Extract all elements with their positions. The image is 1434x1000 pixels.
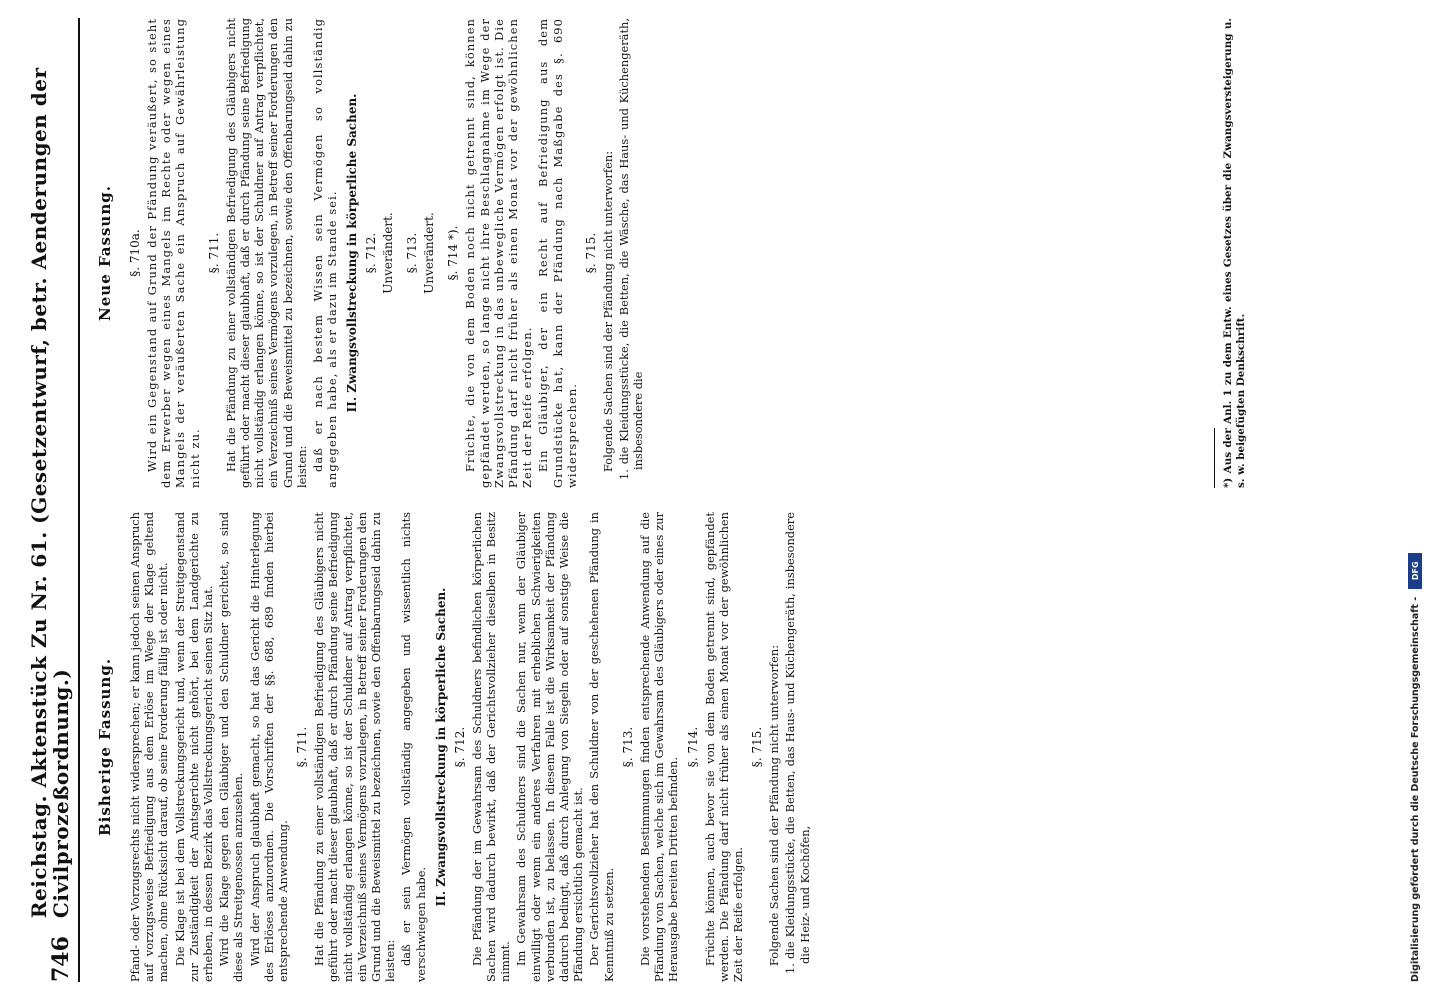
left-section-number-712: §. 712. [452,726,467,768]
left-section-number-711: §. 711. [295,726,310,768]
right-section-number-711: §. 711. [206,232,221,274]
left-section-712-paragraph: Die Pfändung der im Gewahrsam des Schuldners befindlichen körperlichen Sachen wird dadurch bewirkt, daß der Gerichtsvollzieher dieselben in Besitz nimmt. [469,512,513,982]
document-page [27,18,1400,982]
right-section-715-list-item: 1. die Kleidungsstücke, die Betten, die Wäsche, das Haus- und Küchengeräth, insbesondere die [617,18,646,480]
left-paragraph: Wird die Klage gegen den Gläubiger und den Schuldner gerichtet, so sind diese als Streitgenossen anzusehen. [217,512,246,982]
right-section-number-714: §. 714 *). [446,225,461,281]
right-section-711-oath: daß er nach bestem Wissen sein Vermögen so vollständig angegeben habe, als er dazu im Stande sei. [311,18,340,488]
right-section-714-paragraph: Ein Gläubiger, der ein Recht auf Befriedigung aus dem Grundstücke hat, kann der Pfändung nach Maßgabe des §. 690 widersprechen. [536,18,579,488]
left-opening-paragraph: Pfand- oder Vorzugsrechts nicht widersprechen; er kann jedoch seinen Anspruch auf vorzugsweise Befriedigung aus dem Erlöse im Wege der Klage geltend machen, ohne Rücksicht darauf, ob seine Forderung fällig ist oder nicht. [128,512,171,982]
footnote-divider [1214,428,1215,488]
right-section-number-710a: §. 710a. [128,229,142,277]
left-section-715-intro: Folgende Sachen sind der Pfändung nicht unterworfen: [767,644,782,966]
page-header [27,18,80,982]
left-column-previous-version [96,512,1266,982]
dfg-logo[interactable]: DFG [1408,553,1422,589]
left-section-713-text: Die vorstehenden Bestimmungen finden entsprechende Anwendung auf die Pfändung von Sachen, welche sich im Gewahrsam des Gläubigers oder eines zur Herausgabe bereiten Dritten befinden. [637,512,681,982]
right-section-710a-text: Wird ein Gegenstand auf Grund der Pfändung veräußert, so steht dem Erwerber wegen eines Mangels im Rechte oder wegen eines Mangels der veräußerten Sache ein Anspruch auf Gewährleistung nicht zu. [145,18,202,488]
left-section-711-oath: daß er sein Vermögen vollständig angegeben und wissentlich nichts verschwiegen habe. [399,512,428,982]
digitization-text: Digitalisierung gefördert durch die Deutsche Forschungsgemeinschaft - [1409,596,1421,982]
left-paragraph: Die Klage ist bei dem Vollstreckungsgericht und, wenn der Streitgegenstand zur Zuständigkeit der Amtsgerichte nicht gehört, bei dem Landgerichte zu erheben, in dessen Bezirk das Vollstreckungsgericht seinen Sitz hat. [172,512,216,982]
right-column-heading: Neue Fassung. [96,185,114,321]
right-section-715-intro: Folgende Sachen sind der Pfändung nicht unterworfen: [601,150,616,472]
digitization-credit [1404,18,1426,982]
left-section-number-715: §. 715. [750,726,765,768]
right-section-number-715: §. 715. [584,232,599,274]
right-section-number-713: §. 713. [405,232,420,274]
left-section-number-713: §. 713. [620,726,635,768]
left-section-712-paragraph: Der Gerichtsvollzieher hat den Schuldner von der geschehenen Pfändung in Kenntniß zu setzen. [587,512,616,982]
left-section-heading-ii: II. Zwangsvollstreckung in körperliche Sachen. [433,587,448,907]
right-section-714-paragraph: Früchte, die von dem Boden noch nicht getrennt sind, können gepfändet werden, so lange nicht ihre Beschlagnahme im Wege der Zwangsvollstreckung in das unbewegliche Vermögen erfolgt ist. Die Pfändung darf nicht früher als einen Monat vor der gewöhnlichen Zeit der Reife erfolgen. [463,18,535,488]
left-section-712-paragraph: Im Gewahrsam des Schuldners sind die Sachen nur, wenn der Gläubiger einwilligt oder wenn ein anderes Verfahren mit erheblichen Schwierigkeiten verbunden ist, zu belassen. In diesem Falle ist die Wirksamkeit der Pfändung dadurch bedingt, daß durch Anlegung von Siegeln oder auf sonstige Weise die Pfändung ersichtlich gemacht ist. [514,512,586,982]
right-section-number-712: §. 712. [364,232,379,274]
two-column-body [96,18,1266,982]
left-paragraph: Wird der Anspruch glaubhaft gemacht, so hat das Gericht die Hinterlegung des Erlöses anzuordnen. Die Vorschriften der §§. 688, 689 finden hierbei entsprechende Anwendung. [247,512,291,982]
left-section-714-text: Früchte können, auch bevor sie von dem Boden getrennt sind, gepfändet werden. Die Pfändung darf nicht früher als einen Monat vor der gewöhnlichen Zeit der Reife erfolgen. [702,512,745,982]
left-section-715-list-item: 1. die Kleidungsstücke, die Betten, das Haus- und Küchengeräth, insbesondere die Heiz- und Kochöfen, [783,512,812,974]
right-section-711-text: Hat die Pfändung zu einer vollständigen Befriedigung des Gläubigers nicht geführt oder macht dieser glaubhaft, daß er durch Pfändung seine Befriedigung nicht vollständig erlangen könne, so ist der Schuldner auf Antrag verpflichtet, ein Verzeichniß seines Vermögens vorzulegen, in Betreff seiner Forderungen den Grund und die Beweismittel zu bezeichnen, sowie den Offenbarungseid dahin zu leisten: [223,18,309,488]
right-column-new-version [96,18,1266,488]
left-column-heading: Bisherige Fassung. [96,657,114,837]
right-section-heading-ii: II. Zwangsvollstreckung in körperliche Sachen. [345,93,360,413]
page-number: 746 [48,936,74,982]
right-section-713-unchanged: Unverändert. [422,212,437,294]
running-title: Reichstag. Aktenstück Zu Nr. 61. (Gesetzentwurf, betr. Aenderungen der Civilprozeßordnung.) [27,67,73,919]
left-section-711-text: Hat die Pfändung zu einer vollständigen Befriedigung des Gläubigers nicht geführt oder macht dieser glaubhaft, daß er durch Pfändung seine Befriedigung nicht vollständig erlangen könne, so ist der Schuldner auf Antrag verpflichtet, ein Verzeichniß seines Vermögens vorzulegen, in Betreff seiner Forderungen den Grund und die Beweismittel zu bezeichnen, sowie den Offenbarungseid dahin zu leisten: [312,512,398,982]
right-section-712-unchanged: Unverändert. [381,212,396,294]
footnote: *) Aus der Anl. 1 zu dem Entw. eines Gesetzes über die Zwangsversteigerung u. s. w. beigefügten Denkschrift. [1222,18,1247,488]
left-section-number-714: §. 714. [685,726,700,768]
